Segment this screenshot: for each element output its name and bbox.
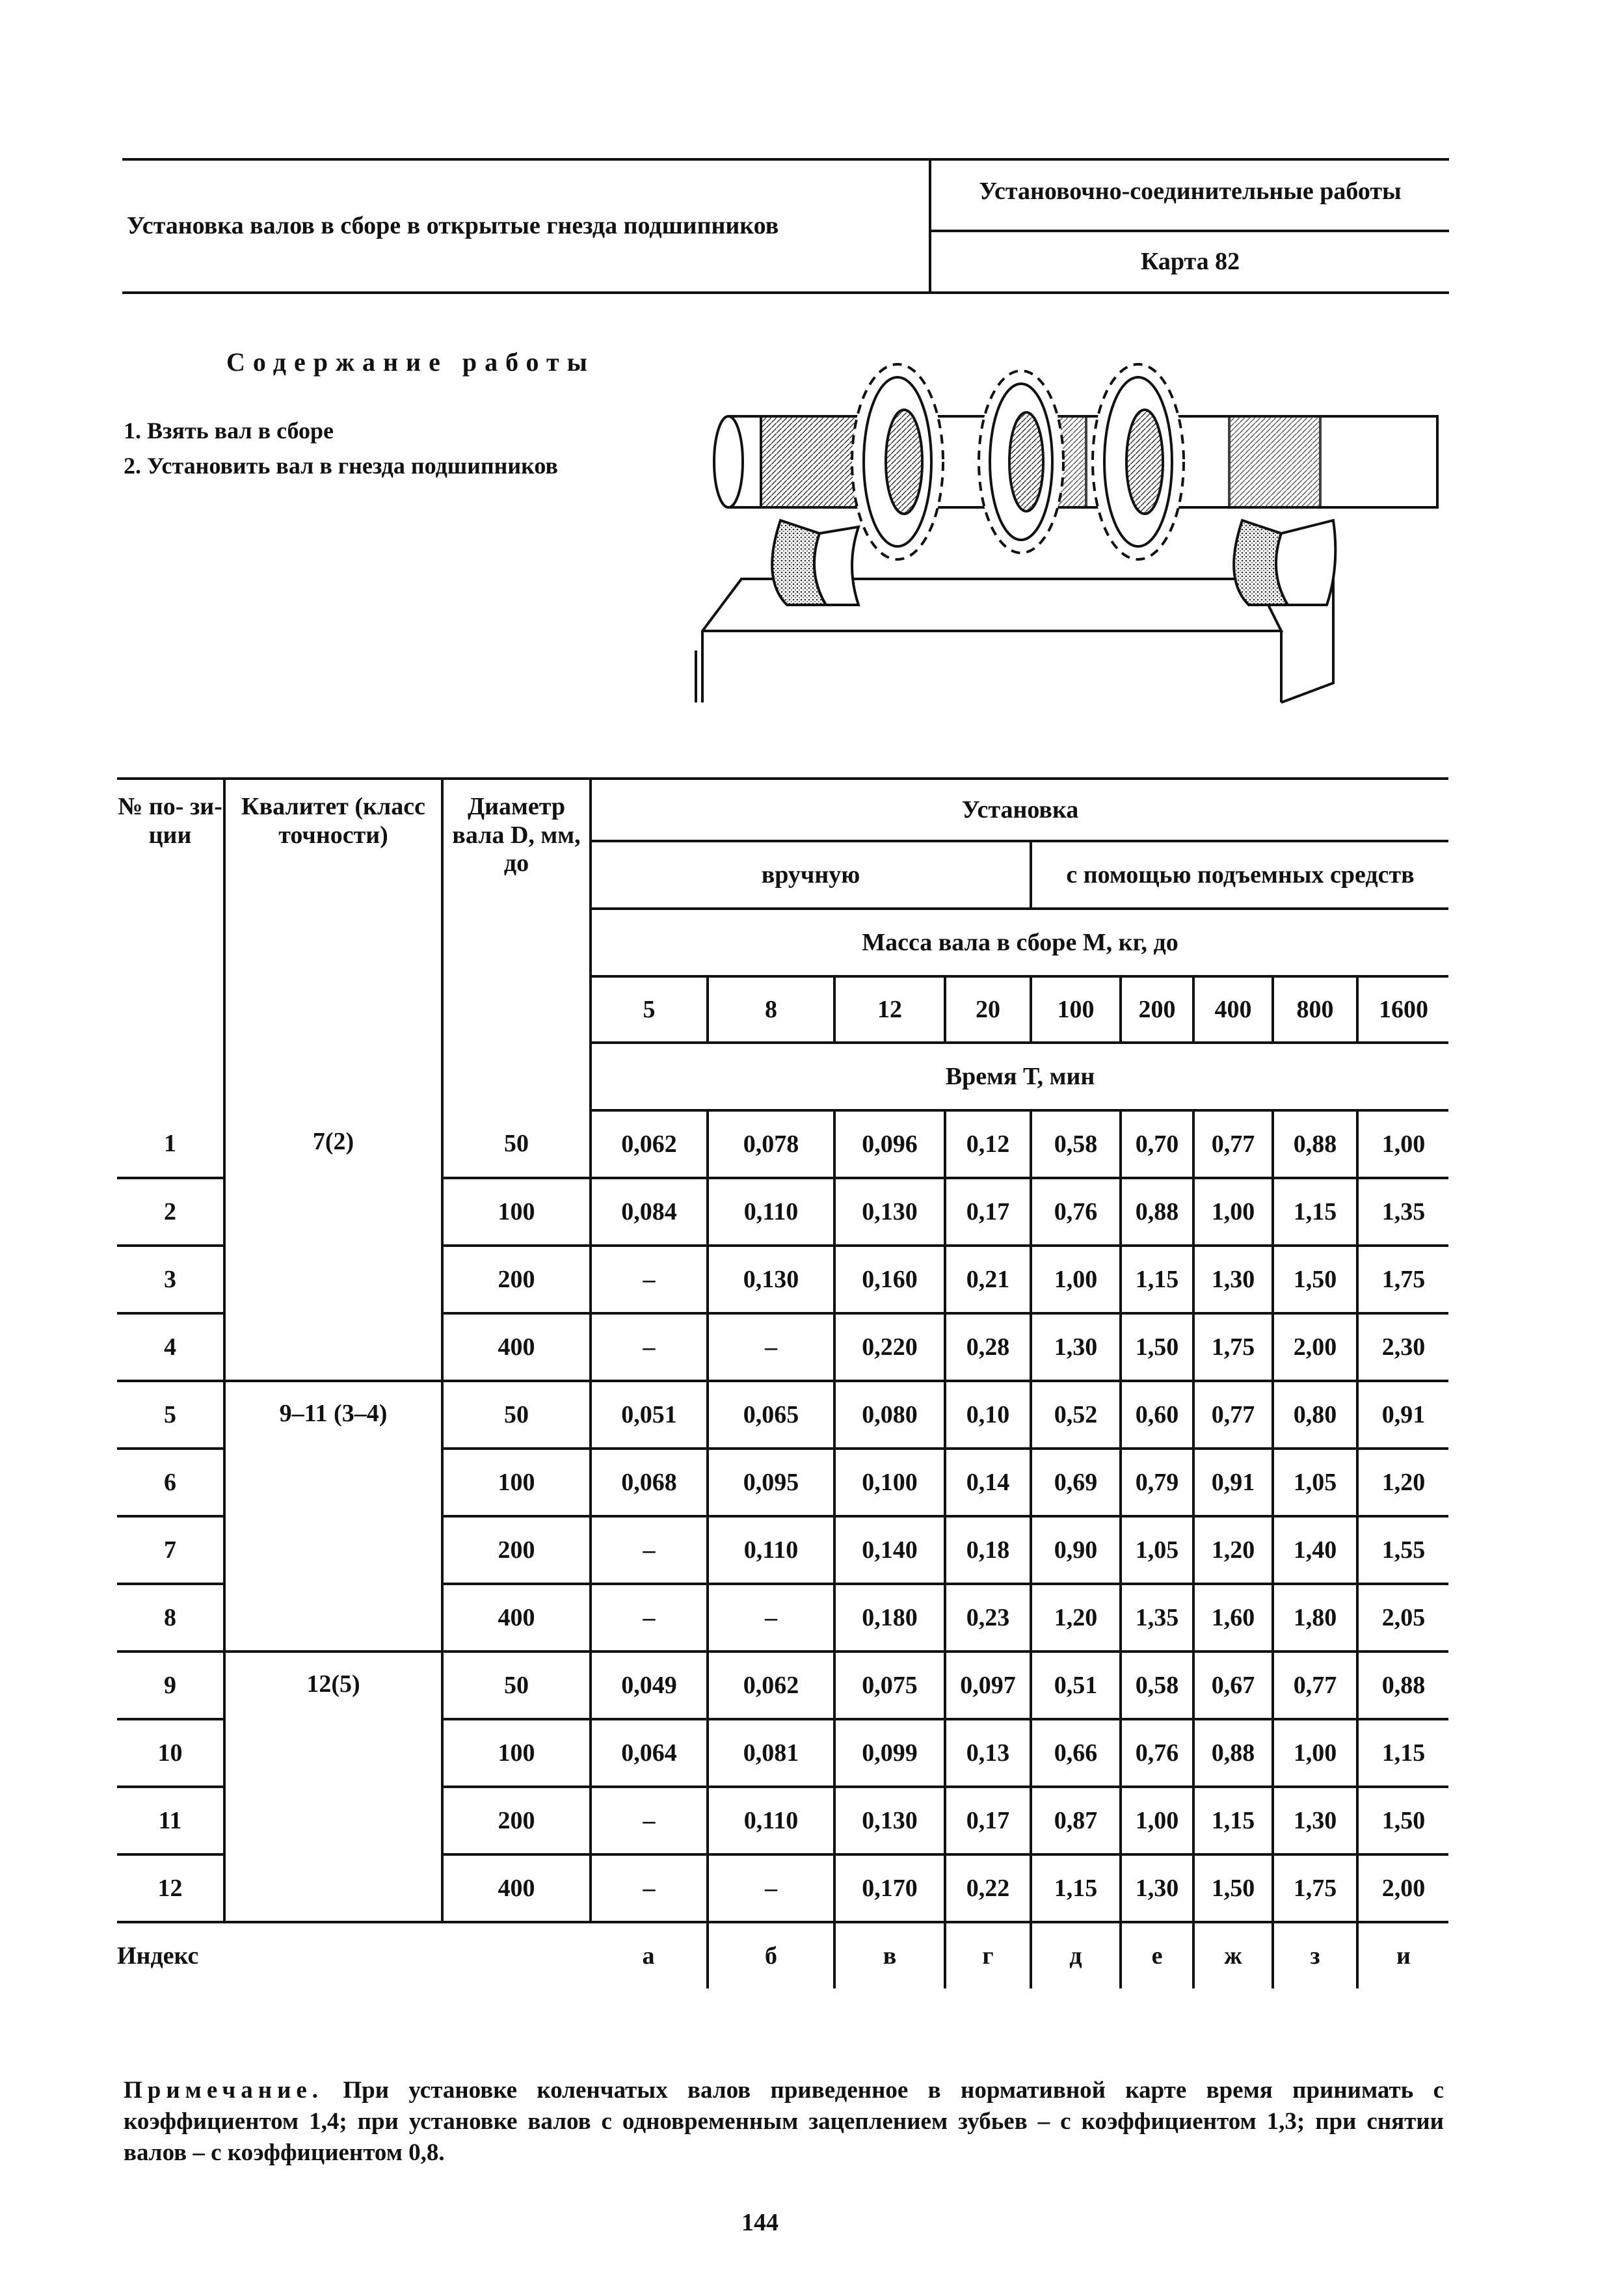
time-cell: 1,30 — [1121, 1854, 1193, 1922]
time-cell: 0,110 — [708, 1516, 834, 1584]
time-cell: 0,065 — [708, 1381, 834, 1449]
diameter-cell: 50 — [442, 1381, 591, 1449]
time-cell: 0,099 — [834, 1719, 945, 1787]
time-cell: – — [708, 1313, 834, 1381]
time-cell: 1,30 — [1031, 1313, 1121, 1381]
time-cell: 0,180 — [834, 1584, 945, 1652]
mass-cell: 12 — [834, 976, 945, 1043]
time-cell: 0,28 — [945, 1313, 1031, 1381]
time-cell: 0,77 — [1273, 1652, 1357, 1719]
shaft-assembly-illustration — [683, 345, 1463, 709]
time-cell: 0,100 — [834, 1449, 945, 1516]
time-cell: 0,095 — [708, 1449, 834, 1516]
diameter-cell: 100 — [442, 1449, 591, 1516]
time-cell: 0,080 — [834, 1381, 945, 1449]
time-cell: 0,88 — [1273, 1110, 1357, 1178]
time-cell: 0,51 — [1031, 1652, 1121, 1719]
time-cell: 1,35 — [1121, 1584, 1193, 1652]
time-cell: 1,30 — [1193, 1246, 1273, 1313]
index-label: Индекс — [117, 1942, 199, 1970]
page-number: 144 — [741, 2209, 779, 2236]
time-cell: 1,50 — [1357, 1787, 1448, 1854]
time-cell: 0,17 — [945, 1787, 1031, 1854]
time-cell: 0,064 — [591, 1719, 708, 1787]
time-cell: 0,77 — [1193, 1110, 1273, 1178]
header-quality: Квалитет (класс точности) — [224, 779, 442, 1110]
mass-cell: 5 — [591, 976, 708, 1043]
note-lead: Примечание. — [124, 2077, 324, 2104]
time-norms-table — [117, 777, 1448, 1988]
gear-2 — [979, 371, 1063, 553]
time-cell: 0,097 — [945, 1652, 1031, 1719]
time-cell: 1,00 — [1193, 1178, 1273, 1246]
index-row — [117, 1922, 1448, 1988]
quality-cell: 12(5) — [224, 1652, 442, 1922]
quality-cell: 9–11 (3–4) — [224, 1381, 442, 1652]
index-letter: е — [1121, 1922, 1193, 1988]
mass-cell: 100 — [1031, 976, 1121, 1043]
time-cell: 0,90 — [1031, 1516, 1121, 1584]
position-cell: 4 — [117, 1313, 224, 1381]
index-letter: д — [1031, 1922, 1121, 1988]
time-cell: 1,00 — [1031, 1246, 1121, 1313]
header-right-midrule — [931, 230, 1449, 232]
time-cell: 1,15 — [1031, 1854, 1121, 1922]
shaft — [714, 416, 1437, 507]
mass-cell: 400 — [1193, 976, 1273, 1043]
time-cell: 0,068 — [591, 1449, 708, 1516]
time-cell: 0,051 — [591, 1381, 708, 1449]
time-cell: – — [591, 1516, 708, 1584]
time-cell: 1,55 — [1357, 1516, 1448, 1584]
time-cell: 1,60 — [1193, 1584, 1273, 1652]
time-cell: 0,52 — [1031, 1381, 1121, 1449]
time-cell: 1,15 — [1193, 1787, 1273, 1854]
quality-cell: 7(2) — [224, 1110, 442, 1381]
time-cell: 1,05 — [1273, 1449, 1357, 1516]
diameter-cell: 400 — [442, 1854, 591, 1922]
position-cell: 8 — [117, 1584, 224, 1652]
diameter-cell: 50 — [442, 1110, 591, 1178]
time-cell: – — [708, 1584, 834, 1652]
time-cell: 0,062 — [708, 1652, 834, 1719]
position-cell: 10 — [117, 1719, 224, 1787]
step-2: 2. Установить вал в гнезда подшипников — [124, 453, 558, 479]
table-row — [117, 1110, 1448, 1178]
time-cell: 0,160 — [834, 1246, 945, 1313]
time-cell: 2,00 — [1273, 1313, 1357, 1381]
time-cell: 0,67 — [1193, 1652, 1273, 1719]
step-1: 1. Взять вал в сборе — [124, 418, 334, 444]
diameter-cell: 400 — [442, 1584, 591, 1652]
header-top-rule — [122, 158, 1449, 161]
header-bottom-rule — [122, 291, 1449, 294]
time-cell: 0,12 — [945, 1110, 1031, 1178]
time-cell: 1,50 — [1121, 1313, 1193, 1381]
index-letter: г — [945, 1922, 1031, 1988]
time-cell: 1,20 — [1357, 1449, 1448, 1516]
time-cell: 0,110 — [708, 1787, 834, 1854]
header-lifting: с помощью подъемных средств — [1031, 841, 1448, 909]
time-cell: 0,91 — [1193, 1449, 1273, 1516]
content-heading: Содержание работы — [226, 347, 595, 377]
index-letter: б — [708, 1922, 834, 1988]
header-mass: Масса вала в сборе М, кг, до — [591, 909, 1448, 976]
position-cell: 9 — [117, 1652, 224, 1719]
index-letter: и — [1396, 1942, 1411, 1970]
position-cell: 5 — [117, 1381, 224, 1449]
time-cell: 0,075 — [834, 1652, 945, 1719]
time-cell: – — [591, 1787, 708, 1854]
time-cell: 0,76 — [1031, 1178, 1121, 1246]
position-cell: 11 — [117, 1787, 224, 1854]
position-cell: 3 — [117, 1246, 224, 1313]
time-cell: 0,77 — [1193, 1381, 1273, 1449]
left-bearing — [772, 520, 859, 605]
time-cell: 0,049 — [591, 1652, 708, 1719]
time-cell: – — [591, 1246, 708, 1313]
time-cell: 0,062 — [591, 1110, 708, 1178]
gear-1 — [852, 364, 943, 559]
time-cell: 1,75 — [1273, 1854, 1357, 1922]
time-cell: 1,50 — [1193, 1854, 1273, 1922]
time-cell: 0,76 — [1121, 1719, 1193, 1787]
time-cell: 0,88 — [1193, 1719, 1273, 1787]
time-cell: 2,05 — [1357, 1584, 1448, 1652]
time-cell: 0,80 — [1273, 1381, 1357, 1449]
time-cell: 0,23 — [945, 1584, 1031, 1652]
time-cell: 0,140 — [834, 1516, 945, 1584]
time-cell: 0,22 — [945, 1854, 1031, 1922]
time-cell: 0,10 — [945, 1381, 1031, 1449]
note — [124, 2075, 1444, 2169]
time-cell: 1,20 — [1031, 1584, 1121, 1652]
time-cell: 1,15 — [1357, 1719, 1448, 1787]
time-cell: 1,35 — [1357, 1178, 1448, 1246]
time-cell: 1,80 — [1273, 1584, 1357, 1652]
table-row — [117, 1381, 1448, 1449]
time-cell: – — [591, 1854, 708, 1922]
gear-3 — [1093, 364, 1184, 559]
index-letter: ж — [1193, 1922, 1273, 1988]
time-cell: 0,17 — [945, 1178, 1031, 1246]
time-cell: 0,66 — [1031, 1719, 1121, 1787]
mass-cell: 200 — [1121, 976, 1193, 1043]
table-row — [117, 1652, 1448, 1719]
time-cell: 0,220 — [834, 1313, 945, 1381]
time-cell: 0,078 — [708, 1110, 834, 1178]
header-diameter: Диаметр вала D, мм, до — [442, 779, 591, 1110]
time-cell: 1,15 — [1121, 1246, 1193, 1313]
time-cell: 1,00 — [1357, 1110, 1448, 1178]
header-position: № по- зи- ции — [117, 779, 224, 1110]
time-cell: 0,91 — [1357, 1381, 1448, 1449]
work-category: Установочно-соединительные работы — [979, 178, 1402, 205]
time-cell: 0,79 — [1121, 1449, 1193, 1516]
diameter-cell: 400 — [442, 1313, 591, 1381]
time-cell: 1,40 — [1273, 1516, 1357, 1584]
time-cell: 0,58 — [1121, 1652, 1193, 1719]
time-cell: 0,88 — [1121, 1178, 1193, 1246]
time-cell: 0,130 — [834, 1178, 945, 1246]
time-cell: 1,05 — [1121, 1516, 1193, 1584]
time-cell: 1,30 — [1273, 1787, 1357, 1854]
time-cell: 1,75 — [1357, 1246, 1448, 1313]
mass-cell: 800 — [1273, 976, 1357, 1043]
time-cell: 1,00 — [1273, 1719, 1357, 1787]
time-cell: 0,21 — [945, 1246, 1031, 1313]
time-cell: 2,00 — [1357, 1854, 1448, 1922]
time-cell: 0,130 — [834, 1787, 945, 1854]
time-cell: 2,30 — [1357, 1313, 1448, 1381]
diameter-cell: 100 — [442, 1719, 591, 1787]
time-cell: – — [708, 1854, 834, 1922]
mass-cell: 8 — [708, 976, 834, 1043]
time-cell: 1,00 — [1121, 1787, 1193, 1854]
time-cell: 0,084 — [591, 1178, 708, 1246]
time-cell: 0,110 — [708, 1178, 834, 1246]
position-cell: 12 — [117, 1854, 224, 1922]
time-cell: 1,75 — [1193, 1313, 1273, 1381]
time-cell: 0,60 — [1121, 1381, 1193, 1449]
index-letter: з — [1273, 1922, 1357, 1988]
time-cell: 0,096 — [834, 1110, 945, 1178]
time-cell: 0,58 — [1031, 1110, 1121, 1178]
time-cell: 0,69 — [1031, 1449, 1121, 1516]
mass-cell: 20 — [945, 976, 1031, 1043]
time-cell: 0,18 — [945, 1516, 1031, 1584]
time-cell: 0,130 — [708, 1246, 834, 1313]
time-cell: 0,70 — [1121, 1110, 1193, 1178]
note-text: При установке коленчатых валов приведенное в нормативной карте время принимать с коэффициентом 1,4; при установке валов с одновременным зацеплением зубьев – с коэффициентом 1,3; при снятии валов – с коэффициентом 0,8. — [124, 2077, 1444, 2166]
mass-cell: 1600 — [1357, 976, 1448, 1043]
time-cell: 0,13 — [945, 1719, 1031, 1787]
card-title: Установка валов в сборе в открытые гнезда подшипников — [127, 212, 779, 239]
header-time: Время Т, мин — [591, 1043, 1448, 1110]
card-number: Карта 82 — [1140, 248, 1240, 275]
position-cell: 7 — [117, 1516, 224, 1584]
diameter-cell: 200 — [442, 1246, 591, 1313]
table-body — [117, 1110, 1448, 1988]
time-cell: 0,081 — [708, 1719, 834, 1787]
time-cell: 0,88 — [1357, 1652, 1448, 1719]
index-letter: в — [834, 1922, 945, 1988]
header-manual: вручную — [591, 841, 1031, 909]
time-cell: – — [591, 1584, 708, 1652]
header-installation: Установка — [591, 779, 1448, 841]
time-cell: – — [591, 1313, 708, 1381]
time-cell: 0,87 — [1031, 1787, 1121, 1854]
diameter-cell: 200 — [442, 1516, 591, 1584]
time-cell: 1,20 — [1193, 1516, 1273, 1584]
position-cell: 6 — [117, 1449, 224, 1516]
diameter-cell: 200 — [442, 1787, 591, 1854]
time-cell: 1,50 — [1273, 1246, 1357, 1313]
time-cell: 0,170 — [834, 1854, 945, 1922]
index-letter: а — [591, 1922, 708, 1988]
time-cell: 1,15 — [1273, 1178, 1357, 1246]
right-bearing — [1234, 520, 1335, 605]
diameter-cell: 100 — [442, 1178, 591, 1246]
time-cell: 0,14 — [945, 1449, 1031, 1516]
diameter-cell: 50 — [442, 1652, 591, 1719]
position-cell: 1 — [117, 1110, 224, 1178]
position-cell: 2 — [117, 1178, 224, 1246]
